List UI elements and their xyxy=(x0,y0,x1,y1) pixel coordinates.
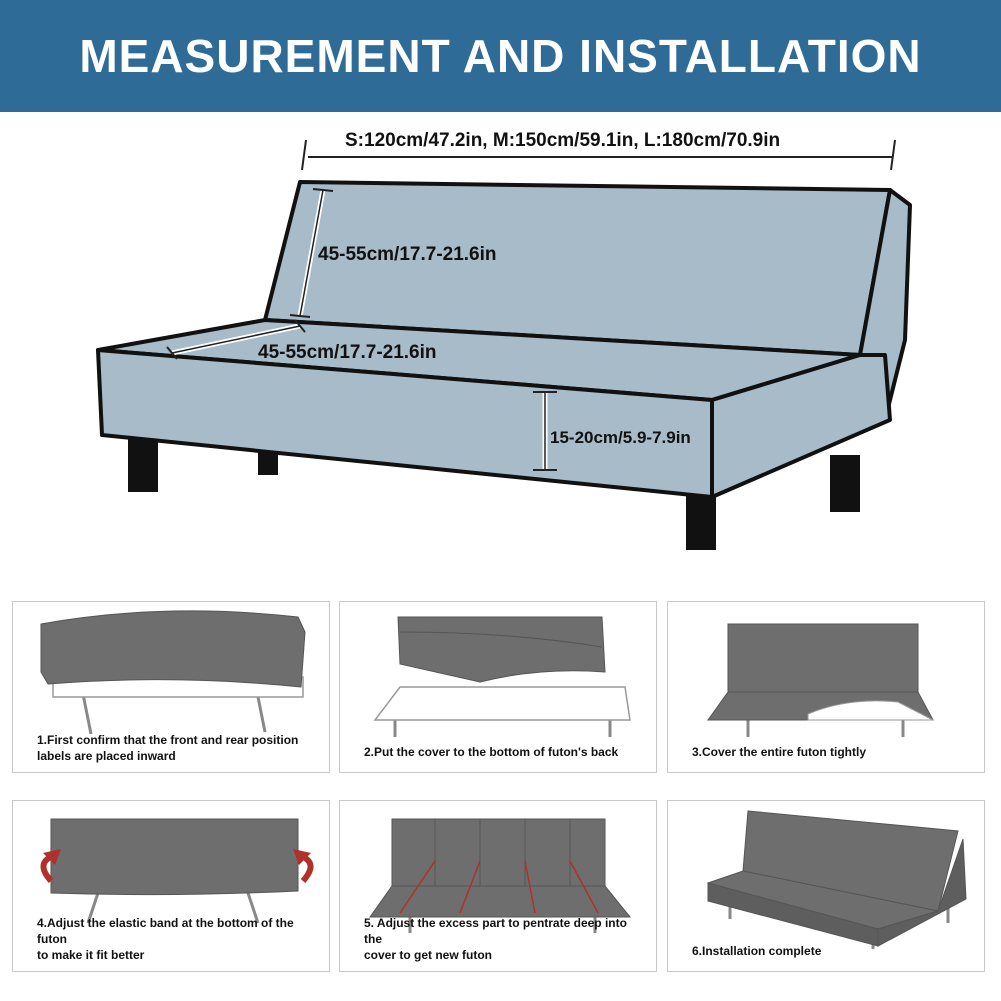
step-4-line-1: 4.Adjust the elastic band at the bottom of the futon xyxy=(37,916,294,946)
step-3-line-1: 3.Cover the entire futon tightly xyxy=(692,745,867,759)
futon-illustration xyxy=(0,112,1001,590)
page-title: MEASUREMENT AND INSTALLATION xyxy=(79,30,922,82)
step-2-text xyxy=(364,744,648,760)
back-right-leg xyxy=(830,455,860,512)
step-4-line-2: to make it fit better xyxy=(37,948,145,962)
step-5-panel xyxy=(339,800,657,972)
step-6-panel xyxy=(667,800,985,972)
seat-depth-label: 45-55cm/17.7-21.6in xyxy=(258,342,437,363)
seat-thickness-label: 15-20cm/5.9-7.9in xyxy=(550,428,691,447)
step-3-panel xyxy=(667,601,985,773)
step-4-panel xyxy=(12,800,330,972)
step-5-text xyxy=(364,915,648,963)
front-right-leg xyxy=(686,492,716,550)
step-1-panel xyxy=(12,601,330,773)
step-4-text xyxy=(37,915,321,963)
step-5-line-1: 5. Adjust the excess part to pentrate deep into the xyxy=(364,916,627,946)
step-2-line-1: 2.Put the cover to the bottom of futon's back xyxy=(364,745,619,759)
back-height-label: 45-55cm/17.7-21.6in xyxy=(318,244,497,265)
step-3-text xyxy=(692,744,976,760)
header-banner xyxy=(0,0,1001,112)
width-label: S:120cm/47.2in, M:150cm/59.1in, L:180cm/70.9in xyxy=(345,130,781,151)
step-6-text xyxy=(692,943,976,959)
step-2-panel xyxy=(339,601,657,773)
step-1-line-2: labels are placed inward xyxy=(37,749,176,763)
step-6-line-1: 6.Installation complete xyxy=(692,944,822,958)
step-1-line-1: 1.First confirm that the front and rear position xyxy=(37,733,299,747)
step-1-text xyxy=(37,732,321,764)
futon-dimension-diagram xyxy=(0,112,1001,590)
step-5-line-2: cover to get new futon xyxy=(364,948,493,962)
